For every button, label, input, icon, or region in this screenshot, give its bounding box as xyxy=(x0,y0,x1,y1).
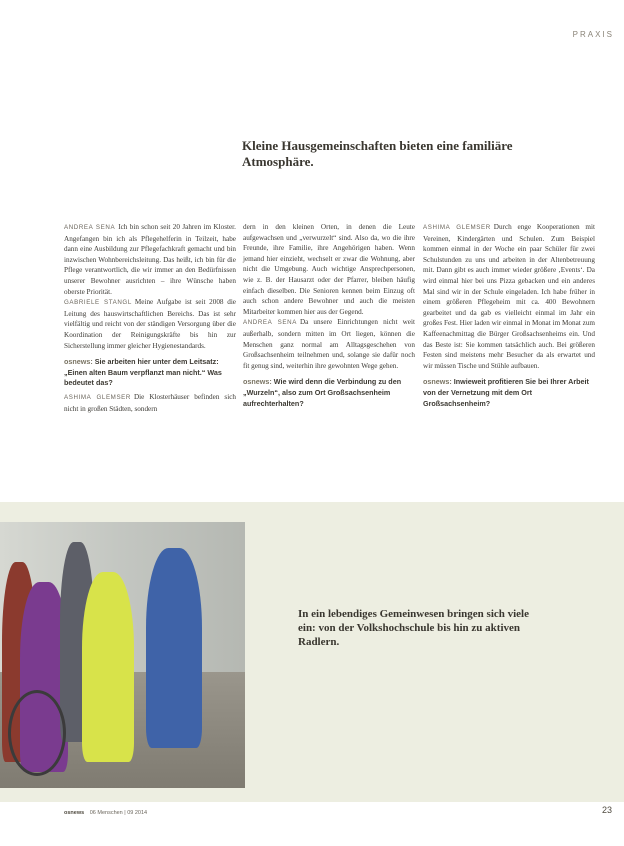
interview-question xyxy=(423,377,595,409)
photo-caption: In ein lebendiges Gemeinwesen bringen sich viele ein: von der Volkshochschule bis hin zu aktiven Radlern. xyxy=(298,608,529,648)
paragraph-text: dern in den kleinen Orten, in denen die Leute aufgewachsen und „verwurzelt“ sind. Also da, wo die ihre Freunde, ihre Familie, ihre Angehörigen haben. Wenn jemand hier einzieht, wechselt er zwar die Wohnung, aber nicht die Umgebung. Auch wichtige Ansprechpersonen, wie z. B. der Hausarzt oder der Pfarrer, bleiben häufig einfach dieselben. Die Senioren kennen beim Einzug oft auch schon andere Bewohner und auch die meisten Mitarbeiter kommen hier aus der Gegend. xyxy=(243,223,415,316)
bicycle-wheel xyxy=(8,690,66,776)
paragraph xyxy=(423,222,595,371)
image-caption-top: Kleine Hausgemeinschaften bieten eine familiäre Atmosphäre. xyxy=(242,138,513,169)
paragraph xyxy=(64,392,236,414)
paragraph-text: Ich bin schon seit 20 Jahren im Kloster. Angefangen bin ich als Pflegehelferin in Teilzeit, habe dann eine Ausbildung zur Pflegefachkraft gemacht und bin inzwischen Wohnbereichsleitung. Das heißt, ich bin für die Pflege verantwortlich, die wir immer an den Bedürfnissen unserer Bewohner ausrichten – ihre Wünsche haben oberste Priorität. xyxy=(64,223,236,296)
paragraph xyxy=(64,222,236,297)
paragraph-text: Meine Aufgabe ist seit 2008 die Leitung des hauswirtschaftlichen Bereichs. Das ist sehr vielfältig und reicht von der ständigen Versorgung über die Koordination der Reinigungskräfte bis hin zur Sicherstellung immer gleicher Hygienestandards. xyxy=(64,298,237,350)
question-text: Wie wird denn die Verbindung zu den „Wurzeln“, also zum Ort Großsachsenheim aufrechterhalten? xyxy=(243,377,402,408)
question-lead: osnews: xyxy=(64,357,93,367)
question-text: Sie arbeiten hier unter dem Leitsatz: „Einen alten Baum verpflanzt man nicht.“ Was bedeutet das? xyxy=(64,357,222,388)
paragraph xyxy=(243,317,415,371)
paragraph-text: Da unsere Einrichtungen nicht weit außerhalb, sondern mitten im Ort liegen, können die Menschen ganz normal am Alltagsgeschehen von Großsachsenheim teilnehmen und, solange sie dafür noch fit genug sind, weiterhin ihre gewohnten Wege gehen. xyxy=(243,318,415,370)
interview-question xyxy=(243,377,415,409)
question-text: Inwieweit profitieren Sie bei Ihrer Arbeit von der Vernetzung mit dem Ort Großsachsenheim? xyxy=(423,377,589,408)
question-lead: osnews: xyxy=(423,377,452,387)
speaker-name: ANDREA SENA xyxy=(243,319,297,327)
question-lead: osnews: xyxy=(243,377,272,387)
text-column-2 xyxy=(243,222,415,412)
footer-brand: osnews xyxy=(64,810,85,816)
paragraph xyxy=(243,222,415,317)
paragraph-text: Die Klosterhäuser befinden sich nicht in großen Städten, sondern xyxy=(64,392,236,413)
section-label: PRAXIS xyxy=(572,30,614,39)
footer xyxy=(64,810,147,816)
footer-issue: 06 Menschen | 09 2014 xyxy=(89,810,148,816)
speaker-name: ASHIMA GLEMSER xyxy=(423,224,491,231)
speaker-name: ANDREA SENA xyxy=(64,224,116,231)
paragraph xyxy=(64,297,236,351)
person-figure xyxy=(82,572,134,762)
speaker-name: ASHIMA GLEMSER xyxy=(64,393,131,401)
cyclists-photo xyxy=(0,522,245,788)
interview-question xyxy=(64,357,236,389)
paragraph-text: Durch enge Kooperationen mit Vereinen, Kindergärten und Schulen. Zum Beispiel kommen einmal in der Woche ein paar Schüler für zwei Schulstunden zu uns und arbeiten in der Altenbetreuung mit. Dann gibt es auch immer wieder größere ‚Events‘. Da wird einmal hier bei uns Pizza gebacken und ein anderes Mal sind wir in der Schule eingeladen. Ich habe früher in einem größeren Pflegeheim mit ca. 400 Bewohnern gearbeitet und da gab es vielleicht einmal im Jahr ein großes Fest. Hier laden wir einmal in Monat im Monat zum Kaffeenachmittag die Bürger Großsachsenheims ein. Und das Beste ist: Sie kommen tatsächlich auch. Bei größeren Festen sind meistens mehr Besucher da als erwartet und wir müssen Tische und Stühle aufbauen. xyxy=(423,223,595,370)
person-figure xyxy=(146,548,202,748)
speaker-name: GABRIELE STANGL xyxy=(64,299,132,307)
page-number: 23 xyxy=(601,805,612,815)
text-column-3 xyxy=(423,222,595,412)
text-column-1 xyxy=(64,222,236,414)
